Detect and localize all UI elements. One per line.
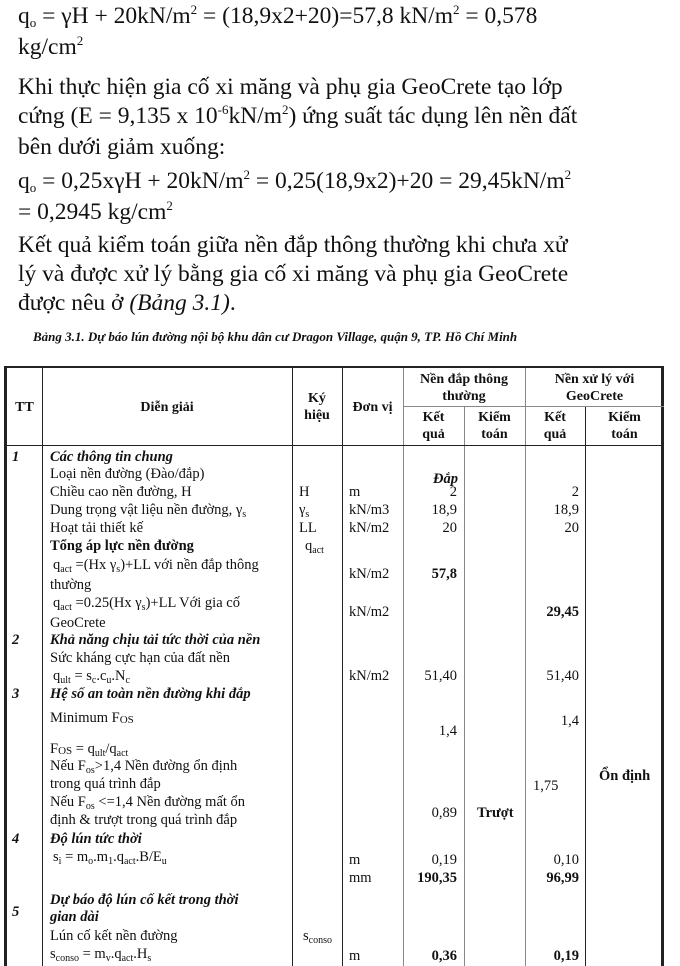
para-text: cứng (E = 9,135 x 10: [18, 103, 218, 129]
cell-value: 0,19: [431, 852, 457, 868]
cell-value: 29,45: [546, 604, 579, 620]
header-text: GeoCrete: [565, 389, 624, 404]
eq-sub: o: [29, 15, 37, 30]
cell-value: 0,19: [553, 948, 579, 964]
equation-qo-geocrete: [18, 167, 678, 229]
col-divider: [585, 406, 586, 966]
eq-text: = 0,578: [459, 3, 538, 29]
cell-symbol: LL: [299, 520, 317, 536]
cell-value: 57,8: [431, 566, 457, 582]
eq-sup: -6: [217, 102, 229, 117]
cell-value: 1,4: [438, 723, 457, 739]
label-text: = q: [72, 741, 95, 757]
header-bottom-line: [7, 445, 664, 446]
eq-text: = γH + 20kN/m: [36, 3, 191, 29]
cell-unit: kN/m3: [349, 502, 390, 518]
label-text: >1,4 Nền đường ổn định: [94, 758, 238, 774]
header-text: Kiểm: [608, 410, 641, 425]
cell-unit: m: [349, 484, 361, 500]
cell-unit: kN/m2: [349, 668, 390, 684]
row-label: [50, 556, 259, 594]
cell-unit: kN/m2: [349, 566, 390, 582]
paragraph-geocrete-stress: [18, 73, 678, 162]
label-sub: act: [121, 953, 134, 964]
label-sub: v: [105, 953, 111, 964]
label-sub: OS: [58, 745, 73, 757]
section-title: [50, 892, 238, 926]
cell-value: 0,10: [553, 852, 579, 868]
label-text: .q: [113, 849, 124, 865]
row-label: [50, 758, 237, 793]
eq-text: q: [18, 3, 30, 29]
label-sub: s: [116, 564, 121, 575]
label-text: = m: [61, 849, 89, 865]
row-label: Lún cố kết nền đường: [50, 928, 178, 944]
label-sub: c: [125, 675, 130, 686]
stability-status-stable: Ổn định: [599, 768, 651, 784]
col-divider: [342, 368, 343, 966]
label-sub: s: [141, 602, 146, 613]
label-sub: conso: [55, 953, 79, 964]
eq-sup: 2: [564, 167, 572, 182]
row-label: [53, 668, 130, 686]
col-divider: [42, 368, 43, 966]
cell-symbol: [303, 928, 332, 946]
para-text: Khi thực hiện gia cố xi măng và phụ gia GeoCrete tạo lớp: [18, 74, 563, 100]
cell-value: 18,9: [553, 502, 579, 518]
label-sub: act: [123, 856, 136, 867]
label-text: GeoCrete: [50, 615, 106, 631]
label-text: định & trượt trong quá trình đắp: [50, 812, 238, 828]
label-text: .q: [110, 946, 122, 962]
row-label: [50, 741, 128, 759]
symbol-text: q: [305, 538, 313, 554]
row-label: [53, 849, 167, 867]
para-text: ) ứng suất tác dụng lên nền đất: [288, 103, 578, 129]
cell-value: 1,4: [560, 713, 579, 729]
label-text: q: [53, 595, 61, 611]
label-text: Minimum F: [50, 710, 120, 726]
row-label: Chiều cao nền đường, H: [50, 484, 192, 500]
label-text: .H: [133, 946, 148, 962]
header-text: Kết: [544, 410, 566, 425]
section-number: 1: [12, 449, 20, 465]
header-tt: TT: [15, 400, 34, 415]
cell-unit: m: [349, 852, 361, 868]
symbol-text: γ: [299, 502, 306, 518]
eq-sup: 2: [190, 2, 198, 17]
header-don-vi: Đơn vị: [352, 400, 393, 415]
section-title: Các thông tin chung: [50, 449, 173, 465]
header-text: hiệu: [304, 408, 330, 423]
para-text: bên dưới giảm xuống:: [18, 134, 226, 160]
label-text: .m: [93, 849, 109, 865]
label-text: q: [53, 668, 61, 684]
label-text: Nếu F: [50, 794, 86, 810]
table-caption: Bảng 3.1. Dự báo lún đường nội bộ khu dân cư Dragon Village, quận 9, TP. Hồ Chí Minh: [33, 329, 518, 344]
header-text: Kiểm: [478, 410, 511, 425]
eq-sup: 2: [76, 33, 84, 48]
row-label: [50, 594, 240, 632]
label-text: trong quá trình đắp: [50, 776, 161, 792]
eq-text: q: [18, 168, 30, 194]
label-text: F: [50, 741, 59, 757]
para-text: .: [229, 290, 236, 316]
header-text: Kết: [422, 410, 445, 425]
label-sub: u: [106, 675, 112, 686]
label-sub: i: [58, 856, 62, 867]
label-text: thường: [50, 577, 92, 593]
table-reference: (Bảng 3.1): [129, 290, 230, 316]
header-group-normal: [403, 371, 525, 405]
eq-text: = 0,2945 kg/cm: [18, 199, 167, 225]
eq-text: kg/cm: [18, 34, 77, 60]
cell-value: 51,40: [424, 668, 457, 684]
symbol-sub: s: [305, 509, 310, 520]
section-title: Độ lún tức thời: [50, 831, 142, 847]
eq-sup: 2: [243, 167, 251, 182]
section-title: Hệ số an toàn nền đường khi đắp: [50, 686, 251, 702]
label-text: = s: [70, 668, 92, 684]
label-text: .c: [96, 668, 107, 684]
symbol-sub: conso: [308, 935, 332, 946]
header-kiem-toan-geocrete: [585, 409, 664, 443]
label-text: )+LL Với gia cố: [145, 595, 240, 611]
cell-value: 0,89: [431, 805, 457, 821]
label-text: /q: [105, 741, 117, 757]
cell-value: 96,99: [546, 870, 579, 886]
paragraph-results-intro: [18, 231, 678, 318]
title-text: gian dài: [50, 909, 99, 925]
eq-sup: 2: [452, 2, 460, 17]
eq-sup: 2: [166, 198, 173, 213]
cell-value: 1,75: [533, 778, 559, 794]
cell-value: 2: [571, 484, 579, 500]
cell-symbol: H: [299, 484, 310, 500]
para-text: Kết quả kiểm toán giữa nền đắp thông thường khi chưa xử: [18, 232, 568, 258]
label-text: )+LL với nền đắp thông: [120, 557, 259, 573]
header-text: quả: [543, 427, 567, 442]
cell-value: 51,40: [546, 668, 579, 684]
label-sub: u: [161, 856, 167, 867]
label-text: .B/E: [135, 849, 162, 865]
label-text: s: [50, 946, 56, 962]
label-sub: o: [88, 856, 94, 867]
cell-unit: kN/m2: [349, 604, 390, 620]
header-dien-giai: Diễn giải: [140, 400, 194, 415]
cell-symbol: [299, 502, 309, 520]
label-sub: c: [91, 675, 97, 686]
header-ket-qua-normal: [403, 409, 464, 443]
header-text: Nền đắp thông: [420, 372, 508, 387]
label-text: q: [53, 557, 61, 573]
symbol-sub: act: [312, 545, 324, 556]
label-text: =(Hx γ: [71, 557, 117, 573]
label-text: =0.25(Hx γ: [71, 595, 142, 611]
row-label: [50, 502, 246, 520]
title-text: Dự báo độ lún cố kết trong thời: [50, 892, 239, 908]
header-text: thường: [442, 389, 486, 404]
label-text: = m: [79, 946, 106, 962]
label-text: Nếu F: [50, 758, 86, 774]
cell-unit: kN/m2: [349, 520, 390, 536]
eq-text: = (18,9x2+20)=57,8 kN/m: [197, 3, 453, 29]
label-text: <=1,4 Nền đường mất ổn: [94, 794, 246, 810]
cell-symbol: [305, 538, 324, 556]
cell-value: Đắp: [433, 471, 458, 487]
label-sub: s: [147, 953, 152, 964]
header-text: Nền xử lý với: [554, 372, 635, 387]
eq-sub: o: [29, 180, 37, 195]
section-number: 2: [12, 632, 20, 648]
label-sub: os: [85, 801, 95, 812]
label-sub: act: [60, 564, 72, 575]
para-text: kN/m: [228, 103, 282, 129]
cell-value: 20: [442, 520, 457, 536]
label-sub: ult: [60, 675, 71, 686]
eq-sup: 2: [281, 102, 289, 117]
cell-value: 20: [564, 520, 579, 536]
row-label: Sức kháng cực hạn của đất nền: [50, 650, 230, 666]
header-ky-hieu: [292, 390, 342, 424]
label-sub: act: [60, 602, 72, 613]
row-label: [50, 794, 245, 829]
row-label: [50, 946, 151, 964]
cell-value: 0,36: [431, 948, 457, 964]
label-text: s: [53, 849, 59, 865]
label-text: .N: [111, 668, 126, 684]
label-sub: 1: [108, 856, 114, 867]
label-sub: os: [85, 765, 95, 776]
header-text: toán: [481, 427, 508, 442]
settlement-table: [4, 366, 664, 966]
header-text: quả: [422, 427, 445, 442]
label-sub: act: [116, 748, 129, 759]
header-group-geocrete: [525, 371, 664, 405]
section-number: 5: [12, 904, 20, 920]
cell-value: 2: [449, 484, 457, 500]
row-label: Tổng áp lực nền đường: [50, 538, 194, 554]
eq-text: = 0,25xγH + 20kN/m: [36, 168, 244, 194]
cell-value: 190,35: [417, 870, 457, 886]
equation-qo-normal: [18, 2, 678, 64]
row-label: Loại nền đường (Đào/đắp): [50, 466, 205, 482]
row-label: [50, 710, 134, 728]
header-text: Ký: [308, 391, 326, 406]
stability-status-slide: Trượt: [477, 805, 514, 821]
cell-value: 18,9: [431, 502, 457, 518]
row-label: Hoạt tải thiết kế: [50, 520, 144, 536]
col-divider: [464, 406, 465, 966]
header-kiem-toan-normal: [464, 409, 525, 443]
para-text: lý và được xử lý bằng gia cố xi măng và phụ gia GeoCrete: [18, 261, 569, 287]
label-sub: s: [242, 509, 247, 520]
label-sub: ult: [94, 748, 106, 759]
eq-text: = 0,25(18,9x2)+20 = 29,45kN/m: [250, 168, 565, 194]
label-text: Dung trọng vật liệu nền đường, γ: [50, 502, 243, 518]
cell-unit: mm: [349, 870, 372, 886]
cell-unit: m: [349, 948, 361, 964]
header-text: toán: [611, 427, 638, 442]
section-title: Khả năng chịu tải tức thời của nền: [50, 632, 261, 648]
header-ket-qua-geocrete: [525, 409, 585, 443]
label-sub: OS: [119, 714, 134, 726]
section-number: 4: [12, 831, 20, 847]
header-divider: [403, 406, 664, 407]
col-divider: [292, 368, 293, 966]
symbol-text: s: [303, 928, 309, 944]
para-text: được nêu ở: [18, 290, 130, 316]
section-number: 3: [12, 686, 20, 702]
